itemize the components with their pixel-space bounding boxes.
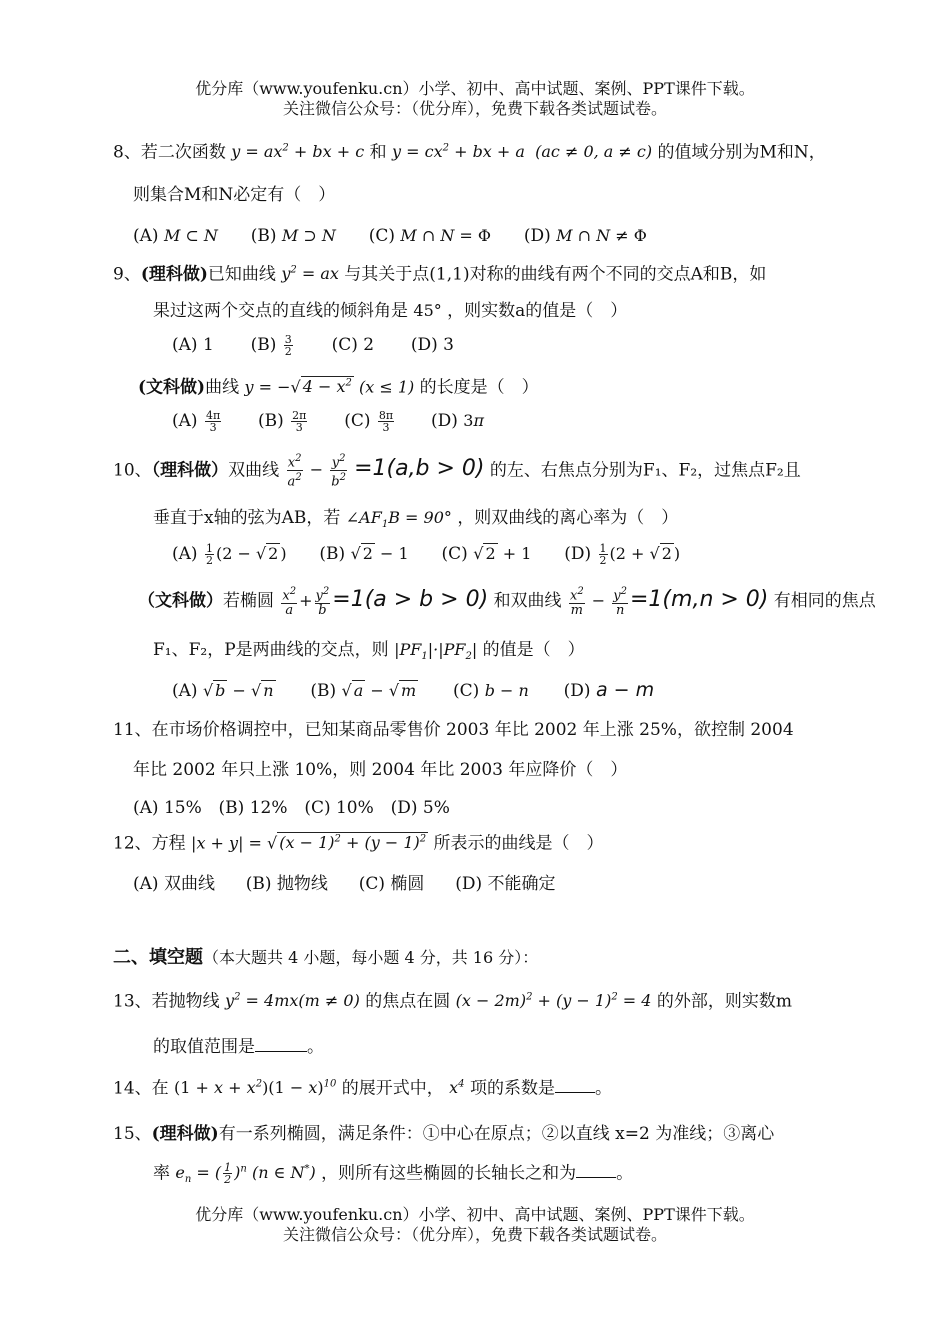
q10-liberal-line2-b: 的值是（ ）	[482, 640, 585, 660]
question-15-line-1	[113, 1121, 774, 1147]
q14-text-3: 项的系数是	[469, 1078, 555, 1099]
question-10-line-1	[113, 452, 801, 490]
q8-option-b-math: M ⊃ N	[281, 226, 336, 245]
q12-option-b: (B) 抛物线	[245, 874, 328, 894]
q10-liberal-option-d-label: (D)	[563, 681, 591, 701]
q11-option-b: (B) 12%	[218, 798, 288, 818]
footer-line-2: 关注微信公众号：（优分库），免费下载各类试题试卷。	[282, 1225, 667, 1244]
q10-text-3: 的左、右焦点分别为F₁、F₂，过焦点F₂且	[489, 460, 801, 481]
q8-text-2: 和	[369, 142, 387, 163]
q13-text-2: 的焦点在圆	[365, 991, 451, 1012]
q9-option-b-label: (B)	[250, 335, 277, 355]
q15-text-1: 15、	[113, 1124, 152, 1144]
q9-liberal-option-c-fraction: $\frac{8\pi}{3}$	[378, 409, 394, 434]
q10-formula: $\frac{x^2}{a^2}$ − $\frac{y^2}{b^2}$ =1(a,b > 0)	[287, 453, 485, 490]
q9-option-a: (A) 1	[172, 335, 214, 355]
q15-end: 。	[616, 1163, 634, 1184]
q10-liberal-text-3: 有相同的焦点	[773, 591, 876, 612]
q8-option-d-label: (D)	[523, 226, 551, 246]
question-10-options	[172, 541, 680, 567]
q13-line-2-text: 的取值范围是	[153, 1037, 255, 1057]
q9-formula: $y^2$ = ax	[281, 264, 339, 284]
section-2-title: 二、填空题	[113, 947, 203, 968]
q10-liberal-text-2: 和双曲线	[493, 591, 562, 612]
q12-option-c: (C) 椭圆	[358, 874, 425, 894]
q8-option-c-math: M ∩ N = Φ	[400, 226, 492, 245]
q10-liberal-option-d-math: a − m	[595, 679, 655, 701]
question-11-line-2: 年比 2002 年只上涨 10%，则 2004 年比 2003 年应降价（ ）	[133, 760, 628, 780]
q12-text-2: 所表示的曲线是（ ）	[433, 833, 604, 854]
q9-liberal-option-d-label: (D)	[430, 411, 458, 431]
q13-circle: $(x - 2m)^2 + (y - 1)^2 = 4$	[455, 991, 652, 1011]
q10-text-2: 双曲线	[228, 460, 280, 481]
q13-text-1: 13、若抛物线	[113, 991, 220, 1012]
q13-answer-blank[interactable]	[255, 1033, 307, 1052]
q10-liberal-line2-a: F₁、F₂，P是两曲线的交点，则	[153, 640, 389, 660]
q10-option-c-label: (C)	[441, 544, 468, 564]
q10-option-a-math: $\frac{1}{2}$ (2 − √ 2 )	[205, 542, 287, 567]
q9-line2-b: ，则实数a的值是（ ）	[447, 301, 628, 321]
header-line-2: 关注微信公众号：（优分库），免费下载各类试题试卷。	[282, 99, 667, 118]
q9-line2-a: 果过这两个交点的直线的倾斜角是	[153, 301, 408, 321]
footer-line-1: 优分库（www.youfenku.cn）小学、初中、高中试题、案例、PPT课件下载。	[195, 1205, 755, 1224]
q15-text-2: 有一系列椭圆，满足条件：①中心在原点；②以直线 x=2 为准线；③离心	[218, 1124, 775, 1144]
q9-option-c: (C) 2	[331, 335, 375, 355]
q13-text-3: 的外部，则实数m	[656, 991, 792, 1012]
q8-text-3: 的值域分别为M和N，	[657, 142, 826, 163]
q9-option-b-fraction: $\frac{3}{2}$	[284, 333, 292, 358]
question-9-line-1	[113, 258, 766, 287]
q8-option-b-label: (B)	[250, 226, 277, 246]
question-9-line-2	[153, 298, 627, 324]
q9-text-2: 已知曲线	[207, 264, 276, 285]
question-9-liberal-line	[138, 371, 539, 400]
q10-option-a-label: (A)	[172, 544, 198, 564]
q10-option-c-math: √ 2 + 1	[473, 544, 532, 563]
q14-term: $x^4$	[449, 1078, 465, 1098]
q8-option-a-label: (A)	[133, 226, 159, 246]
q10-liberal-formula: $|PF_1|\cdot|PF_2|$	[394, 640, 478, 663]
q10-liberal-option-a-math: √ b − √ n	[202, 681, 274, 700]
q10-liberal-option-c-label: (C)	[453, 681, 480, 701]
q11-option-c: (C) 10%	[304, 798, 374, 818]
question-10-line-2	[153, 505, 678, 538]
question-10-liberal-options	[172, 677, 654, 704]
q9-tag-science: (理科做)	[140, 264, 208, 285]
q12-option-d: (D) 不能确定	[455, 874, 556, 894]
q12-formula: |x + y| = √ $(x - 1)^2 + (y - 1)^2$	[191, 833, 427, 853]
question-13-line-2	[153, 1033, 324, 1060]
q9-liberal-option-b-label: (B)	[258, 411, 284, 431]
q15-formula: $e_n$ = ( $\frac{1}{2}$ )$^n$ (n ∈ N*)	[175, 1161, 316, 1187]
q10-option-b-label: (B)	[319, 544, 346, 564]
q10-liberal-option-b-label: (B)	[310, 681, 337, 701]
q9-liberal-option-a-label: (A)	[172, 411, 198, 431]
question-12-line-1	[113, 827, 604, 856]
q15-line2-a: 率	[153, 1163, 170, 1184]
q9-liberal-option-a-fraction: $\frac{4\pi}{3}$	[205, 409, 221, 434]
q9-liberal-text-1: 曲线	[205, 377, 240, 398]
question-8-line-2: 则集合M和N必定有（ ）	[133, 185, 336, 205]
q10-option-b-math: √ 2 − 1	[350, 544, 409, 563]
q9-text-1: 9、	[113, 264, 141, 285]
q10-tag-liberal: （文科做）	[138, 591, 223, 612]
q12-option-a: (A) 双曲线	[133, 874, 215, 894]
question-14-line	[113, 1072, 612, 1101]
q9-liberal-text-2: 的长度是（ ）	[419, 377, 539, 398]
q9-liberal-option-b-fraction: $\frac{2\pi}{3}$	[292, 409, 307, 434]
q10-liberal-option-c-math: b − n	[484, 681, 529, 700]
q13-end: 。	[307, 1037, 324, 1057]
q9-option-d: (D) 3	[410, 335, 454, 355]
q8-formula-2: $y = cx^2$ + bx + a (ac ≠ 0, a ≠ c)	[392, 142, 653, 162]
q10-option-d-label: (D)	[564, 544, 592, 564]
question-8-options	[133, 223, 647, 249]
q10-liberal-ellipse: $\frac{x^2}{a}$ + $\frac{y^2}{b}$ =1(a > b > 0)	[282, 586, 489, 619]
q10-liberal-text-1: 若椭圆	[223, 591, 274, 612]
question-13-line-1	[113, 985, 792, 1014]
q10-tag-science: （理科做）	[151, 460, 229, 481]
section-2-heading	[113, 945, 538, 971]
q14-answer-blank[interactable]	[555, 1074, 595, 1093]
q10-liberal-option-a-label: (A)	[172, 681, 198, 701]
q15-line2-b: ，则所有这些椭圆的长轴长之和为	[321, 1163, 577, 1184]
q10-text-1: 10、	[113, 460, 152, 481]
header-line-1: 优分库（www.youfenku.cn）小学、初中、高中试题、案例、PPT课件下载。	[195, 79, 755, 98]
q9-liberal-option-d-math: 3π	[463, 411, 484, 430]
q15-answer-blank[interactable]	[576, 1159, 616, 1178]
q10-liberal-hyperbola: $\frac{x^2}{m}$ − $\frac{y^2}{n}$ =1(m,n > 0)	[569, 586, 769, 619]
q10-angle-formula: $\angle AF_1B = 90^\circ$	[345, 508, 452, 531]
q8-formula-1: $y = ax^2$ + bx + c	[231, 142, 365, 162]
q12-text-1: 12、方程	[113, 833, 186, 854]
question-11-options	[133, 795, 450, 821]
q15-tag-science: (理科做)	[151, 1124, 219, 1144]
question-11-line-1: 11、在市场价格调控中，已知某商品零售价 2003 年比 2002 年上涨 25%，欲控制 2004	[113, 720, 794, 740]
q8-text-1: 8、若二次函数	[113, 142, 226, 163]
q8-option-a-math: M ⊂ N	[163, 226, 218, 245]
q11-option-a: (A) 15%	[133, 798, 202, 818]
q9-liberal-option-c-label: (C)	[344, 411, 371, 431]
q8-option-c-label: (C)	[368, 226, 395, 246]
q14-text-1: 14、在	[113, 1078, 169, 1099]
q9-liberal-formula: y = −√ $4 - x^2$ (x ≤ 1)	[244, 377, 415, 397]
q10-liberal-option-b-math: √ a − √ m	[341, 681, 417, 700]
question-15-line-2	[153, 1157, 633, 1194]
q11-option-d: (D) 5%	[390, 798, 450, 818]
question-10-liberal-line-2	[153, 637, 585, 670]
q14-expression: $(1 + x + x^2)(1 - x)^{10}$	[174, 1078, 337, 1098]
q13-parabola: $y^2 = 4mx(m \ne 0)$	[225, 991, 360, 1011]
q14-text-2: 的展开式中，	[341, 1078, 444, 1099]
q9-text-3: 与其关于点(1,1)对称的曲线有两个不同的交点A和B，如	[344, 264, 767, 285]
question-12-options	[133, 871, 556, 897]
q9-tag-liberal: (文科做)	[138, 377, 206, 398]
question-8-line-1	[113, 136, 826, 165]
question-10-liberal-line-1	[138, 585, 876, 618]
q10-line2-b: ，则双曲线的离心率为（ ）	[457, 508, 679, 528]
question-9-options	[172, 332, 454, 358]
q10-line2-a: 垂直于x轴的弦为AB，若	[153, 508, 341, 528]
q9-angle: 45°	[413, 301, 442, 320]
q14-end: 。	[594, 1078, 612, 1099]
q8-option-d-math: M ∩ N ≠ Φ	[556, 226, 647, 245]
q10-option-d-math: $\frac{1}{2}$ (2 + √ 2 )	[599, 542, 681, 567]
question-9-liberal-options	[172, 408, 484, 434]
section-2-description: （本大题共 4 小题，每小题 4 分，共 16 分）：	[203, 948, 539, 967]
